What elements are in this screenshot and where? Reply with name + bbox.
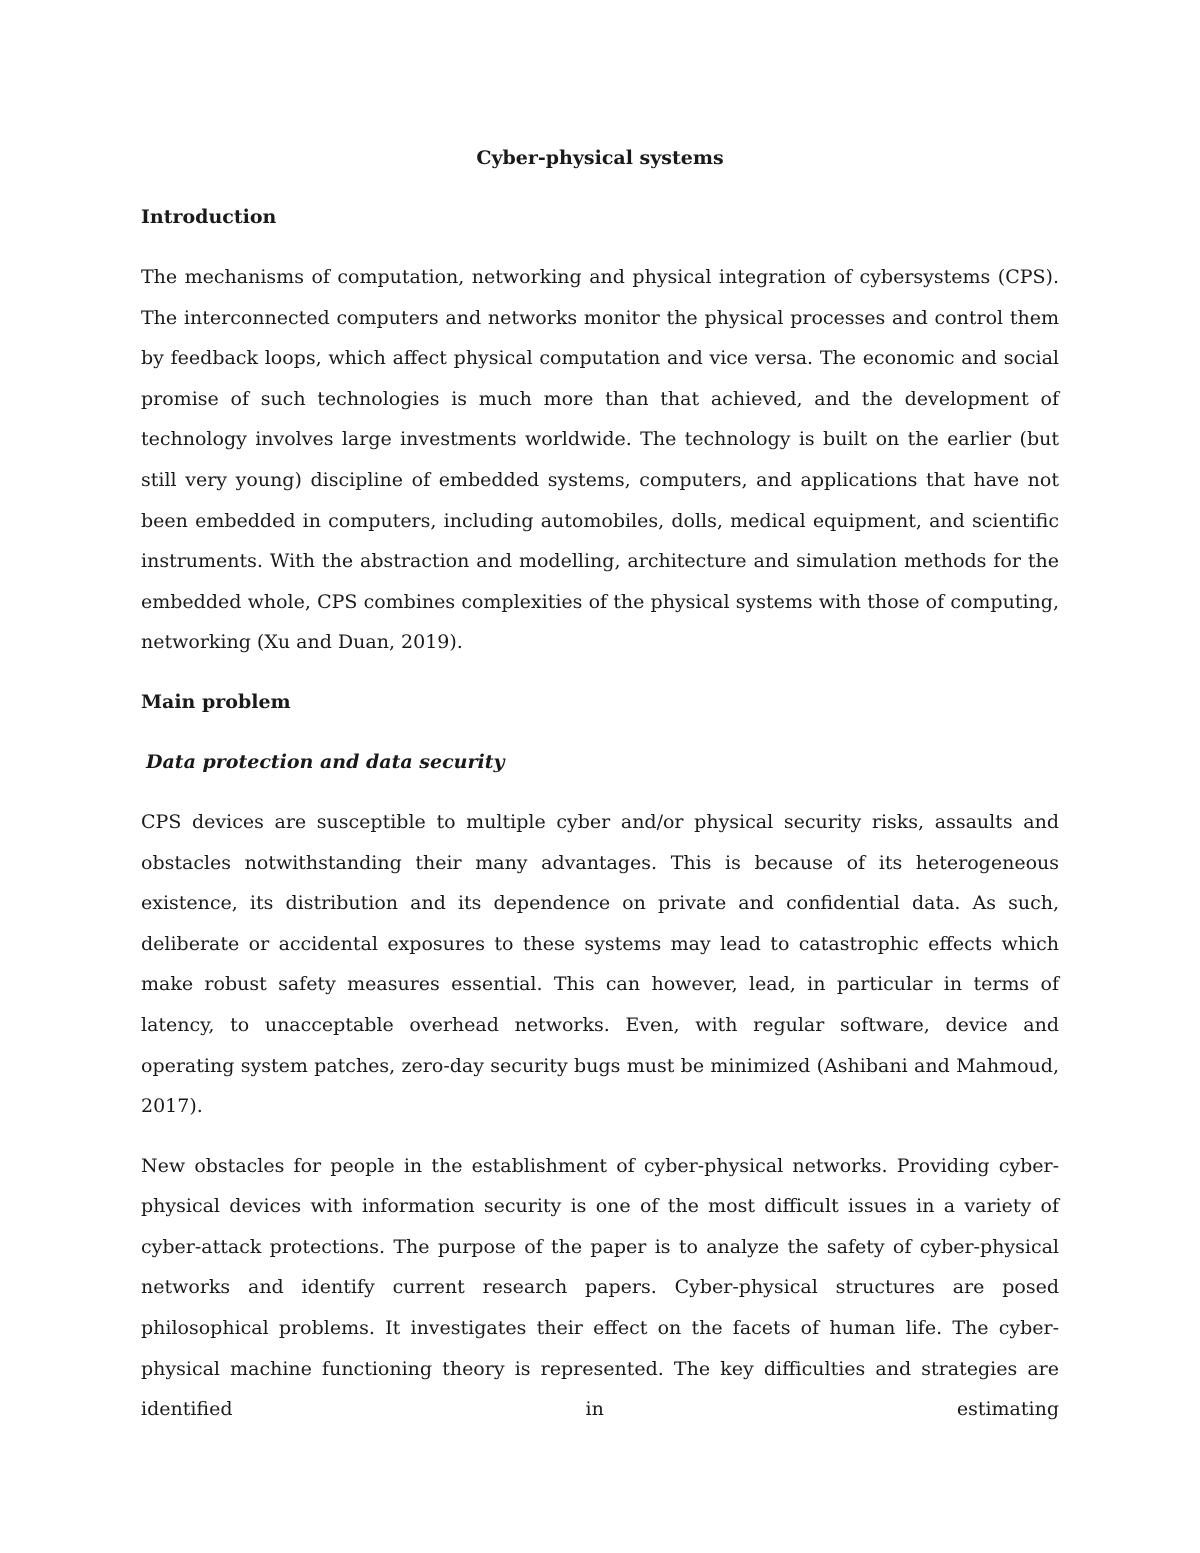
document-body xyxy=(141,138,1059,1430)
introduction-heading: Introduction xyxy=(141,206,277,228)
introduction-paragraph: The mechanisms of computation, networking and physical integration of cybersystems (CPS). The interconnected computers and networks monitor the physical processes and control them by feedback loops, which affect physical computation and vice versa. The economic and social promise of such technologies is much more than that achieved, and the development of technology involves large investments worldwide. The technology is built on the earlier (but still very young) discipline of embedded systems, computers, and applications that have not been embedded in computers, including automobiles, dolls, medical equipment, and scientific instruments. With the abstraction and modelling, architecture and simulation methods for the embedded whole, CPS combines complexities of the physical systems with those of computing, networking (Xu and Duan, 2019). xyxy=(141,266,1059,654)
data-protection-paragraph: CPS devices are susceptible to multiple cyber and/or physical security risks, assaults and obstacles notwithstanding their many advantages. This is because of its heterogeneous existence, its distribution and its dependence on private and confidential data. As such, deliberate or accidental exposures to these systems may lead to catastrophic effects which make robust safety measures essential. This can however, lead, in particular in terms of latency, to unacceptable overhead networks. Even, with regular software, device and operating system patches, zero-day security bugs must be minimized (Ashibani and Mahmoud, 2017). xyxy=(141,810,1059,1118)
data-protection-subheading: Data protection and data security xyxy=(146,750,505,773)
main-problem-heading: Main problem xyxy=(141,690,291,713)
document-title: Cyber-physical systems xyxy=(476,147,724,169)
cyber-physical-obstacles-paragraph: New obstacles for people in the establishment of cyber-physical networks. Providing cyber-physical devices with information security is one of the most difficult issues in a variety of cyber-attack protections. The purpose of the paper is to analyze the safety of cyber-physical networks and identify current research papers. Cyber-physical structures are posed philosophical problems. It investigates their effect on the facets of human life. The cyber-physical machine functioning theory is represented. The key difficulties and strategies are identified in estimating xyxy=(141,1154,1059,1421)
